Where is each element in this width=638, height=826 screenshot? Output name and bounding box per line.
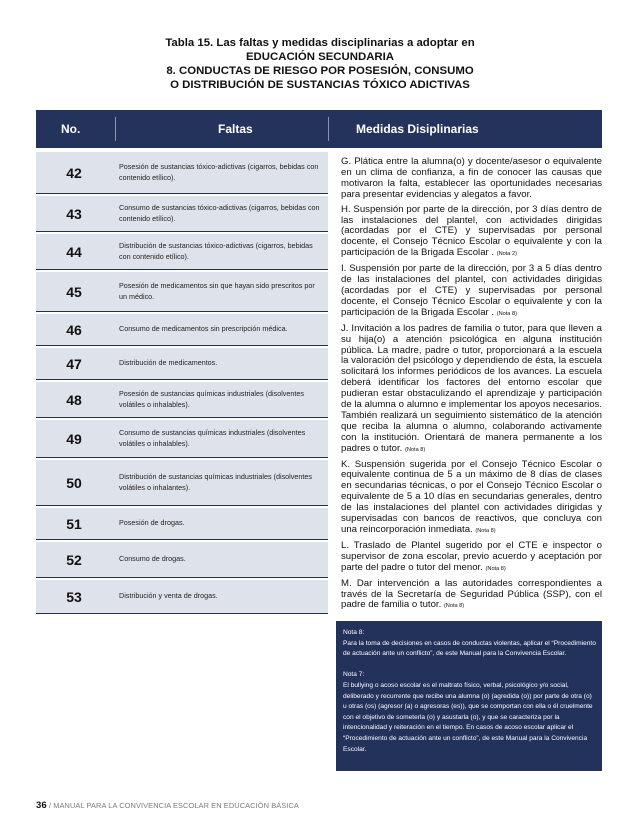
- measure-l: [341, 541, 602, 575]
- row-falta: Consumo de medicamentos sin prescripción médica.: [119, 324, 288, 334]
- row-number: 50: [66, 474, 82, 491]
- table-row: [36, 508, 328, 540]
- page-number: 36: [36, 800, 47, 811]
- measure-text: M. Dar intervención a las autoridades correspondientes a través de la Secretaría de Seguridad Pública (SSP), con el padre de familia o tutor.: [341, 577, 602, 611]
- measure-k: [341, 460, 602, 537]
- footer-slash: /: [48, 801, 52, 810]
- table-row: [36, 272, 328, 312]
- row-number: 51: [66, 515, 82, 532]
- page-footer: [36, 800, 299, 811]
- row-number: 44: [66, 243, 82, 260]
- measure-text: G. Plática entre la alumna(o) y docente/asesor o equivalente en un clima de confianza, a fin de conocer las causas que motivaron la falta, establecer las oportunidades necesarias para presentar evidencias y alegatos a favor.: [341, 156, 602, 200]
- title-line-4: O DISTRIBUCIÓN DE SUSTANCIAS TÓXICO ADICTIVAS: [170, 79, 470, 91]
- row-number: 46: [66, 321, 82, 338]
- row-number: 49: [66, 430, 82, 447]
- table-row: [36, 420, 328, 458]
- measure-note: (Nota 2): [496, 251, 517, 258]
- note-7-title: Nota 7:: [343, 671, 365, 679]
- row-number: 48: [66, 391, 82, 408]
- row-falta: Distribución y venta de drogas.: [119, 591, 218, 601]
- header-divider: [328, 117, 329, 141]
- table-row: [36, 460, 328, 506]
- footer-text: MANUAL PARA LA CONVIVENCIA ESCOLAR EN EDUCACIÓN BÁSICA: [53, 801, 299, 810]
- measure-text: J. Invitación a los padres de familia o tutor, para que lleven a su hija(o) a atención psicológica en alguna institución pública. La madre, padre o tutor, proporcionará a la escuela la valoración del psicólogo y dependiendo de ésta, la escuela solicitará los informes periódicos de los avances. La escuela deberá identificar los factores del entorno escolar que pudieran estar obstaculizando el aprendizaje y participación de la alumna o alumno e implementar los apoyos necesarios. También realizará un seguimiento sistemático de la atención que reciba la alumna o alumno, colaborando activamente con la institución. Orientará de manera permanente a los padres o tutor.: [341, 322, 602, 454]
- row-falta: Consumo de sustancias químicas industriales (disolventes volátiles o inhalables).: [119, 428, 306, 448]
- header-divider: [115, 117, 116, 141]
- measure-i: [341, 264, 602, 320]
- header-medidas: Medidas Disiplinarias: [356, 122, 479, 136]
- measure-note: (Nota 8): [485, 565, 506, 572]
- title-line-3: 8. CONDUCTAS DE RIESGO POR POSESIÓN, CONSUMO: [166, 65, 474, 77]
- table-row: [36, 234, 328, 270]
- title-line-1: Tabla 15. Las faltas y medidas disciplinarias a adoptar en: [165, 37, 475, 49]
- row-falta: Distribución de medicamentos.: [119, 358, 218, 368]
- row-falta: Distribución de sustancias tóxico-adictivas (cigarros, bebidas con contenido etílico).: [119, 241, 313, 261]
- table-title: [120, 36, 520, 92]
- header-no: No.: [61, 122, 81, 136]
- row-number: 43: [66, 205, 82, 222]
- row-falta: Consumo de drogas.: [119, 554, 186, 564]
- table-row: [36, 152, 328, 194]
- table-row: [36, 382, 328, 418]
- measure-text: K. Suspensión sugerida por el Consejo Técnico Escolar o equivalente continua de 5 a un máximo de 8 días de clases en secundarias técnicas, o por el Consejo Técnico Escolar o equivalente de 5 a 10 días en secundarias generales, dentro de las instalaciones del plantel con actividades dirigidas y supervisadas con bancos de reactivos, que concluya con una reincorporación inmediata.: [341, 458, 602, 535]
- row-falta: Posesión de sustancias tóxico-adictivas (cigarros, bebidas con contenido etílico).: [119, 162, 319, 182]
- note-8-text: Para la toma de decisiones en casos de conductas violentas, aplicar el “Procedimiento de actuación ante un conflicto”, de este Manual para la Convivencia Escolar.: [343, 639, 596, 658]
- measure-m: [341, 579, 602, 613]
- table-row: [36, 196, 328, 232]
- row-number: 45: [66, 283, 82, 300]
- row-falta: Posesión de sustancias químicas industriales (disolventes volátiles o inhalables).: [119, 389, 304, 409]
- note-spacer: [343, 660, 596, 671]
- row-number: 52: [66, 551, 82, 568]
- medidas-column: [341, 157, 602, 616]
- row-falta: Distribución de sustancias químicas industriales (disolventes volátiles o inhalantes).: [119, 472, 312, 492]
- row-number: 47: [66, 355, 82, 372]
- measure-text: I. Suspensión por parte de la dirección, por 3 a 5 días dentro de las instalaciones del plantel, con actividades dirigidas (acordadas por el CTE) y supervisadas por personal docente, el Consejo Técnico Escolar o equivalente y con la participación de la Brigada Escolar .: [341, 263, 602, 318]
- notes-box: [336, 621, 602, 771]
- measure-g: [341, 157, 602, 201]
- row-falta: Consumo de sustancias tóxico-adictivas (cigarros, bebidas con contenido etílico).: [119, 203, 320, 223]
- row-falta: Posesión de drogas.: [119, 518, 185, 528]
- note-8-title: Nota 8:: [343, 629, 365, 636]
- table-row: [36, 348, 328, 380]
- measure-j: [341, 324, 602, 456]
- measure-note: (Nota 8): [475, 528, 496, 534]
- measure-note: (Nota 8): [443, 603, 465, 610]
- measure-text: H. Suspensión por parte de la dirección, por 3 días dentro de las instalaciones del plantel, con actividades dirigidas (acordadas por el CTE) y supervisadas por personal docente, el Consejo Técnico Escolar o equivalente y con la participación de la Brigada Escolar .: [341, 203, 602, 259]
- table-row: [36, 580, 328, 614]
- row-falta: Posesión de medicamentos sin que hayan sido prescritos por un médico.: [119, 281, 315, 301]
- measure-note: (Nota 8): [405, 446, 426, 453]
- row-number: 42: [66, 164, 82, 181]
- table-row: [36, 542, 328, 578]
- table-row: [36, 314, 328, 346]
- measure-h: [341, 205, 602, 261]
- row-number: 53: [66, 588, 82, 605]
- table-header: [36, 110, 602, 148]
- measure-note: (Nota 8): [496, 310, 517, 317]
- note-7-text: El bullying o acoso escolar es el maltrato físico, verbal, psicológico y/o social, deliberado y recurrente que recibe una alumna (o) (agredida (o)) por parte de otra (o) u otras (os) (agresor (a) o agresoras (es)), que se comportan con ella o él cruelmente con el objetivo de someterla (o) y asustarla (o), y que se caracteriza por la intencionalidad y reiteración en el tiempo. En casos de acoso escolar aplicar el “Procedimiento de actuación ante un conflicto”, de este Manual para la Convivencia Escolar.: [343, 681, 593, 753]
- title-line-2: EDUCACIÓN SECUNDARIA: [245, 51, 395, 63]
- header-faltas: Faltas: [218, 122, 253, 136]
- measure-text: L. Traslado de Plantel sugerido por el CTE e inspector o supervisor de zona escolar, previo acuerdo y aceptación por parte del padre o tutor del menor.: [341, 539, 602, 573]
